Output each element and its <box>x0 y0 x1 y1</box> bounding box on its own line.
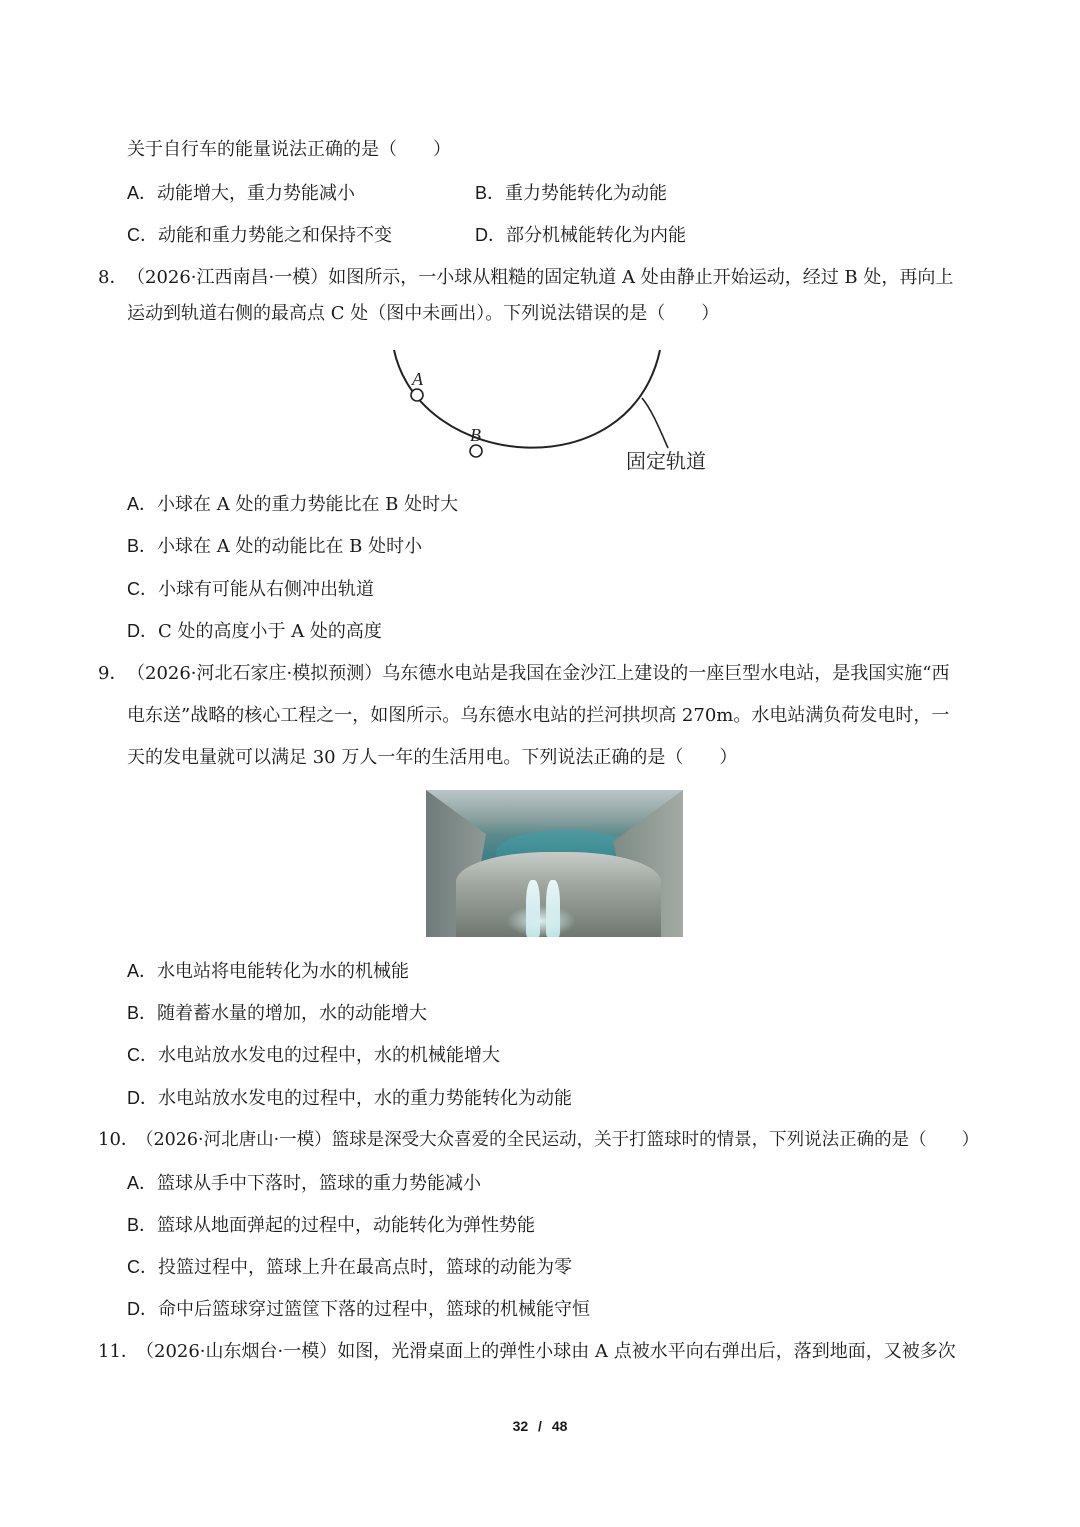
q9-number: 9． <box>98 663 128 684</box>
q8-stem-line2: 运动到轨道右侧的最高点 C 处（图中未画出）。下列说法错误的是（ ） <box>127 303 720 324</box>
option-text: 随着蓄水量的增加，水的动能增大 <box>157 1003 428 1024</box>
option-text: 投篮过程中，篮球上升在最高点时，篮球的动能为零 <box>158 1257 572 1278</box>
option-letter: A． <box>127 1173 158 1193</box>
ball-b <box>470 445 482 457</box>
q9-option-d <box>127 1086 572 1111</box>
q10-stem-line1: （2026·河北唐山·一模）篮球是深受大众喜爱的全民运动，关于打篮球时的情景，下列说法正确的是（ ） <box>136 1130 980 1150</box>
option-letter: B． <box>127 536 158 556</box>
option-text: 水电站将电能转化为水的机械能 <box>157 961 410 982</box>
option-text: 重力势能转化为动能 <box>505 183 668 204</box>
q8-option-b <box>127 534 422 559</box>
option-text: C 处的高度小于 A 处的高度 <box>158 621 382 642</box>
page-footer <box>0 1418 1080 1434</box>
q7-option-a <box>127 181 355 206</box>
q9-stem-line1: （2026·河北石家庄·模拟预测）乌东德水电站是我国在金沙江上建设的一座巨型水电站，是我国实施“西 <box>127 663 950 684</box>
q7-option-d <box>475 223 686 248</box>
q7-option-c <box>127 223 392 248</box>
option-letter: C． <box>127 225 158 245</box>
option-letter: B． <box>127 1003 158 1023</box>
option-text: 篮球从手中下落时，篮球的重力势能减小 <box>157 1173 482 1194</box>
option-letter: D． <box>475 225 506 245</box>
q9-option-b <box>127 1001 427 1026</box>
option-letter: B． <box>127 1215 158 1235</box>
q8-number: 8． <box>98 267 128 288</box>
track-arc <box>394 350 660 448</box>
option-text: 小球在 A 处的重力势能比在 B 处时大 <box>157 494 459 515</box>
option-text: 小球有可能从右侧冲出轨道 <box>158 579 374 600</box>
dam-photo <box>426 790 683 937</box>
page-total: 48 <box>551 1418 568 1434</box>
option-letter: A． <box>127 183 158 203</box>
label-a: A <box>412 369 423 389</box>
option-letter: C． <box>127 579 158 599</box>
q10-option-d <box>127 1297 590 1322</box>
q7-stem: 关于自行车的能量说法正确的是（ ） <box>127 139 451 160</box>
q8-option-d <box>127 619 382 644</box>
page-number: 32 <box>512 1418 529 1434</box>
label-b: B <box>470 425 481 445</box>
q9-stem-line2: 电东送”战略的核心工程之一，如图所示。乌东德水电站的拦河拱坝高 270m。水电站满负荷发电时，一 <box>127 705 950 726</box>
q8-stem-line1: （2026·江西南昌·一模）如图所示，一小球从粗糙的固定轨道 A 处由静止开始运动，经过 B 处，再向上 <box>127 267 954 288</box>
q10-option-c <box>127 1255 572 1280</box>
option-letter: D． <box>127 621 158 641</box>
q9-stem-line3: 天的发电量就可以满足 30 万人一年的生活用电。下列说法正确的是（ ） <box>127 747 738 768</box>
q9-option-a <box>127 959 409 984</box>
q10-option-b <box>127 1213 535 1238</box>
option-text: 动能增大，重力势能减小 <box>157 183 356 204</box>
option-text: 命中后篮球穿过篮筐下落的过程中，篮球的机械能守恒 <box>158 1299 590 1320</box>
page-separator: / <box>538 1418 542 1434</box>
q7-option-b <box>475 181 667 206</box>
option-text: 水电站放水发电的过程中，水的机械能增大 <box>158 1045 500 1066</box>
option-letter: D． <box>127 1088 158 1108</box>
q10-number: 10． <box>98 1129 139 1150</box>
option-letter: A． <box>127 961 158 981</box>
option-letter: B． <box>475 183 506 203</box>
option-text: 小球在 A 处的动能比在 B 处时小 <box>157 536 423 557</box>
option-letter: C． <box>127 1257 158 1277</box>
track-diagram <box>380 330 740 490</box>
option-letter: A． <box>127 494 158 514</box>
q9-option-c <box>127 1043 500 1068</box>
q8-option-a <box>127 492 458 517</box>
option-text: 部分机械能转化为内能 <box>506 225 686 246</box>
q11-number: 11． <box>98 1341 139 1362</box>
ball-a <box>411 389 423 401</box>
q11-stem-line1: （2026·山东烟台·一模）如图，光滑桌面上的弹性小球由 A 点被水平向右弹出后，落到地面，又被多次 <box>136 1341 956 1362</box>
option-text: 篮球从地面弹起的过程中，动能转化为弹性势能 <box>157 1215 536 1236</box>
option-text: 动能和重力势能之和保持不变 <box>158 225 392 246</box>
option-letter: D． <box>127 1299 158 1319</box>
track-label: 固定轨道 <box>626 449 706 473</box>
q10-option-a <box>127 1171 481 1196</box>
track-pointer <box>642 398 668 448</box>
option-letter: C． <box>127 1045 158 1065</box>
q8-option-c <box>127 577 374 602</box>
spray-mist <box>506 905 576 937</box>
option-text: 水电站放水发电的过程中，水的重力势能转化为动能 <box>158 1088 572 1109</box>
